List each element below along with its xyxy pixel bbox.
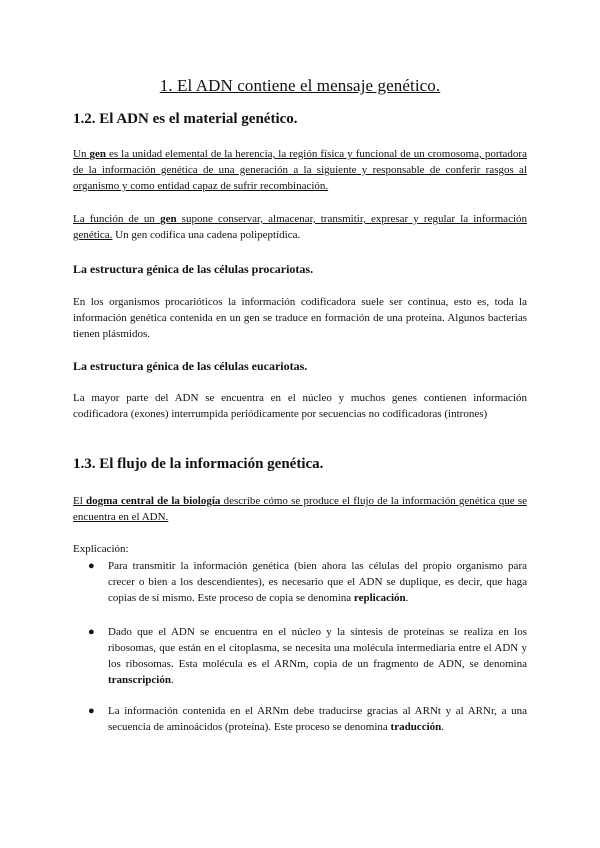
paragraph-dogma (73, 493, 527, 525)
section-heading-1-2: 1.2. El ADN es el material genético. (73, 111, 298, 127)
paragraph-eukaryotes: La mayor parte del ADN se encuentra en el núcleo y muchos genes contienen información codificadora (exones) interrumpida periódicamente por secuencias no codificadoras (intrones) (73, 392, 527, 420)
paragraph-prokaryotes: En los organismos procarióticos la información codificadora suele ser continua, esto es, toda la información genética contenida en un gen se traduce en formación de una proteína. Algunos bacterias tienen plásmidos. (73, 296, 527, 340)
heading-prokaryotes: La estructura génica de las células procariotas. (73, 262, 314, 276)
paragraph-gen-definition (73, 146, 527, 194)
paragraph-gen-function: La función de un gen supone conservar, almacenar, transmitir, expresar y regular la información genética. Un gen codifica una cadena polipeptídica. (73, 213, 528, 241)
list-item: ● Para transmitir la información genética (bien ahora las células del propio organismo para crecer o bien a los descendientes), es necesario que el ADN se duplique, es decir, que haga copias de sí mismo. Este proceso de copia se denomina replicación. (88, 560, 527, 604)
gen-definition-text: Un gen es la unidad elemental de la herencia, la región física y funcional de un cromosoma, portadora de la información genética de una generación a la siguiente y responsable de conferir rasgos al organismo y como entidad capaz de sufrir recombinación. (73, 148, 527, 192)
bullet-icon: ● (88, 705, 95, 717)
gen-function-text: La función de un gen supone conservar, almacenar, transmitir, expresar y regular la información genética. (73, 213, 528, 241)
heading-eukaryotes: La estructura génica de las células eucariotas. (73, 359, 308, 373)
explicacion-label: Explicación: (73, 543, 129, 555)
section-heading-1-3: 1.3. El flujo de la información genética. (73, 456, 324, 472)
document-title: 1. El ADN contiene el mensaje genético. (159, 76, 441, 95)
list-item: ● Dado que el ADN se encuentra en el núcleo y la síntesis de proteínas se realiza en los ribosomas, que están en el citoplasma, se necesita una molécula intermediaria entre el ADN y los ribosomas. Esta molécula es el ARNm, copia de un fragmento de ADN, se denomina transcripción. (88, 626, 527, 686)
list-item: ● La información contenida en el ARNm debe traducirse gracias al ARNt y al ARNr, a una secuencia de aminoácidos (proteína). Este proceso se denomina traducción. (88, 705, 527, 733)
bullet-icon: ● (88, 626, 95, 638)
bullet-icon: ● (88, 560, 95, 572)
dogma-text: El dogma central de la biología describe cómo se produce el flujo de la información genética que se encuentra en el ADN. (73, 495, 527, 523)
